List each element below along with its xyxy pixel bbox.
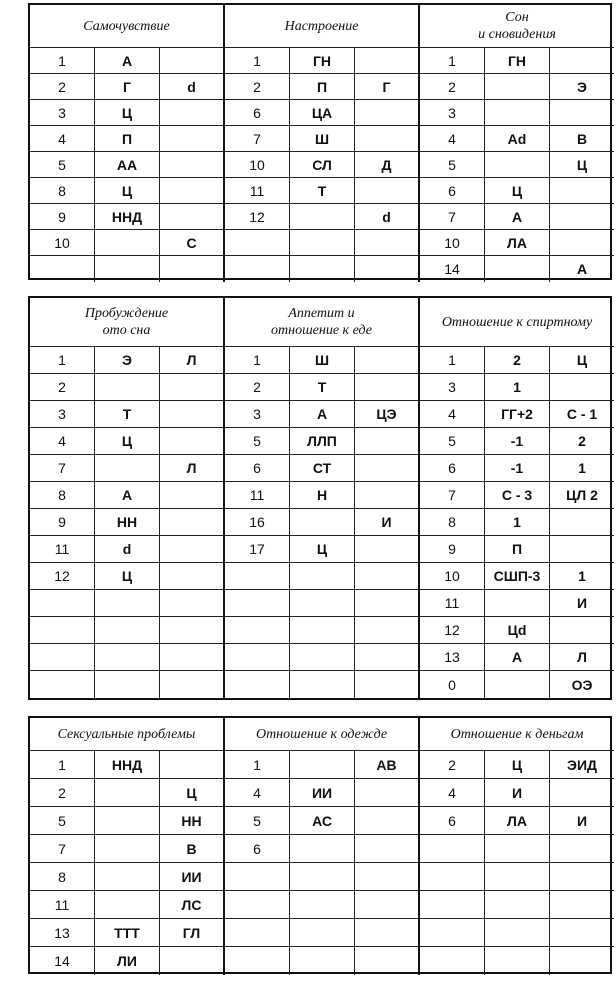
row-number-cell: 5 [30,152,95,178]
code-cell [290,919,355,947]
extra-code-cell [355,563,420,590]
row-number-cell: 10 [30,230,95,256]
row-number-cell: 13 [30,919,95,947]
extra-code-cell [550,48,614,74]
row-number-cell: 5 [420,428,485,455]
extra-code-cell: И [550,590,614,617]
code-cell: Т [290,374,355,401]
code-cell [95,256,160,282]
extra-code-cell [160,178,225,204]
row-number-cell [420,891,485,919]
row-number-cell: 7 [30,455,95,482]
code-cell: А [485,204,550,230]
extra-code-cell [550,509,614,536]
code-cell: ТТТ [95,919,160,947]
extra-code-cell: 2 [550,428,614,455]
row-number-cell: 10 [225,152,290,178]
extra-code-cell [355,863,420,891]
row-number-cell [30,644,95,671]
row-number-cell: 1 [30,48,95,74]
code-cell: Ц [95,178,160,204]
column-group-header: Самочувствие [30,5,225,48]
extra-code-cell: Ц [550,347,614,374]
table-block-sexual-clothing-money [28,716,612,974]
extra-code-cell [550,100,614,126]
code-cell [290,204,355,230]
code-cell: СЛ [290,152,355,178]
code-cell: ГН [290,48,355,74]
row-number-cell: 1 [225,48,290,74]
row-number-cell [225,230,290,256]
row-number-cell [225,644,290,671]
row-number-cell: 12 [30,563,95,590]
code-cell: ННД [95,751,160,779]
extra-code-cell: Г [355,74,420,100]
code-cell [290,256,355,282]
code-cell: Т [95,401,160,428]
code-cell: Н [290,482,355,509]
code-cell: -1 [485,455,550,482]
row-number-cell: 11 [30,536,95,563]
row-number-cell [225,590,290,617]
code-cell: d [95,536,160,563]
code-cell [95,644,160,671]
extra-code-cell [160,509,225,536]
code-cell: С - 3 [485,482,550,509]
row-number-cell: 5 [225,807,290,835]
extra-code-cell: Д [355,152,420,178]
row-number-cell [225,919,290,947]
code-cell: И [485,779,550,807]
row-number-cell: 6 [225,835,290,863]
code-cell [290,947,355,975]
code-cell: Ш [290,347,355,374]
row-number-cell: 7 [225,126,290,152]
extra-code-cell [160,126,225,152]
code-cell: ННД [95,204,160,230]
code-cell: 1 [485,374,550,401]
code-cell [290,863,355,891]
row-number-cell: 1 [225,751,290,779]
row-number-cell: 2 [30,374,95,401]
row-number-cell: 14 [420,256,485,282]
extra-code-cell [160,374,225,401]
row-number-cell: 2 [420,74,485,100]
code-cell [95,863,160,891]
code-cell [95,891,160,919]
row-number-cell: 17 [225,536,290,563]
extra-code-cell [355,919,420,947]
code-cell [290,835,355,863]
row-number-cell: 7 [420,204,485,230]
row-number-cell [30,617,95,644]
code-cell: ГГ+2 [485,401,550,428]
extra-code-cell: Ц [160,779,225,807]
code-cell: ИИ [290,779,355,807]
extra-code-cell: ЛС [160,891,225,919]
code-cell: 1 [485,509,550,536]
extra-code-cell: Л [160,347,225,374]
code-cell: ЛА [485,807,550,835]
code-cell: ГН [485,48,550,74]
code-cell [485,919,550,947]
row-number-cell: 9 [420,536,485,563]
code-cell: А [485,644,550,671]
extra-code-cell: Э [550,74,614,100]
extra-code-cell [355,590,420,617]
column-group-header: Отношение к спиртному [420,298,614,347]
table-block-awakening-appetite-alcohol [28,296,612,700]
code-cell [290,563,355,590]
code-cell [485,947,550,975]
extra-code-cell [160,204,225,230]
extra-code-cell [355,230,420,256]
code-cell [290,509,355,536]
row-number-cell: 7 [30,835,95,863]
row-number-cell: 11 [420,590,485,617]
code-cell [290,230,355,256]
extra-code-cell [160,401,225,428]
extra-code-cell [160,536,225,563]
extra-code-cell [355,644,420,671]
row-number-cell: 2 [30,779,95,807]
row-number-cell [225,617,290,644]
code-cell [485,891,550,919]
extra-code-cell [355,455,420,482]
code-cell [95,835,160,863]
extra-code-cell [160,152,225,178]
extra-code-cell: ОЭ [571,676,593,693]
extra-code-cell [355,947,420,975]
row-number-cell [225,563,290,590]
row-number-cell: 5 [420,152,485,178]
code-cell [95,617,160,644]
row-number-cell: 3 [30,401,95,428]
row-number-cell [30,256,95,282]
extra-code-cell [160,48,225,74]
code-cell: Ц [290,536,355,563]
extra-code-cell [160,590,225,617]
code-cell [485,256,550,282]
row-number-cell: 16 [225,509,290,536]
row-number-cell: 3 [420,100,485,126]
extra-code-cell [355,779,420,807]
extra-code-cell [355,48,420,74]
code-cell: Ц [95,100,160,126]
code-cell [290,590,355,617]
row-number-cell: 8 [30,178,95,204]
code-cell [485,74,550,100]
row-number-cell: 3 [30,100,95,126]
code-cell: АС [290,807,355,835]
row-number-cell [225,891,290,919]
extra-code-cell: Л [550,644,614,671]
row-number-cell: 2 [225,74,290,100]
extra-code-cell [355,617,420,644]
extra-code-cell [550,863,614,891]
code-cell [95,807,160,835]
extra-code-cell: ЦЭ [355,401,420,428]
extra-code-cell [160,671,225,698]
row-number-cell: 6 [420,807,485,835]
row-number-cell: 2 [30,74,95,100]
column-group-header: Настроение [225,5,420,48]
code-cell [485,835,550,863]
extra-code-cell [355,126,420,152]
column-group-header: Сексуальные проблемы [30,718,225,751]
extra-code-cell [160,563,225,590]
code-cell: Цd [485,617,550,644]
code-cell: ЛИ [95,947,160,975]
code-cell [95,455,160,482]
extra-code-cell: ИИ [160,863,225,891]
extra-code-cell [160,947,225,975]
extra-code-cell [355,178,420,204]
row-number-cell: 11 [30,891,95,919]
row-number-cell: 4 [420,126,485,152]
code-cell: Ц [485,751,550,779]
row-number-cell [420,947,485,975]
extra-code-cell: А [576,261,588,277]
row-number-cell: 6 [225,455,290,482]
extra-code-cell: 1 [550,455,614,482]
code-cell [95,590,160,617]
row-number-cell [225,863,290,891]
code-cell: П [290,74,355,100]
row-number-cell: 1 [420,347,485,374]
extra-code-cell [550,835,614,863]
extra-code-cell [550,204,614,230]
extra-code-cell [550,891,614,919]
extra-code-cell [160,644,225,671]
code-cell [485,671,550,698]
code-cell: А [95,482,160,509]
code-cell: П [95,126,160,152]
row-number-cell: 6 [420,178,485,204]
extra-code-cell [550,947,614,975]
code-cell: Т [290,178,355,204]
code-cell [290,671,355,698]
extra-code-cell: ЦЛ 2 [550,482,614,509]
extra-code-cell: В [550,126,614,152]
row-number-cell [30,590,95,617]
extra-code-cell: В [160,835,225,863]
extra-code-cell: И [550,807,614,835]
code-cell: СШП-3 [485,563,550,590]
row-number-cell [225,947,290,975]
code-cell [485,863,550,891]
extra-code-cell: Л [160,455,225,482]
code-cell: ЛА [485,230,550,256]
code-cell: СТ [290,455,355,482]
code-cell [485,100,550,126]
row-number-cell: 1 [30,347,95,374]
extra-code-cell [355,100,420,126]
extra-code-cell: d [355,204,420,230]
column-group-header: Пробуждение ото сна [30,298,225,347]
extra-code-cell [160,617,225,644]
row-number-cell: 14 [30,947,95,975]
code-cell: Ш [290,126,355,152]
row-number-cell: 0 [420,671,485,698]
row-number-cell: 9 [30,509,95,536]
column-group-header: Аппетит и отношение к еде [225,298,420,347]
row-number-cell: 6 [225,100,290,126]
extra-code-cell: НН [160,807,225,835]
code-cell: Ц [95,563,160,590]
row-number-cell: 4 [30,428,95,455]
code-cell: Ц [485,178,550,204]
column-group-header: Отношение к деньгам [420,718,614,751]
row-number-cell [420,863,485,891]
code-cell [95,779,160,807]
code-cell: Г [95,74,160,100]
row-number-cell: 10 [420,230,485,256]
extra-code-cell [355,256,420,282]
extra-code-cell: С [160,230,225,256]
code-cell: Ц [95,428,160,455]
extra-code-cell [550,536,614,563]
row-number-cell: 2 [225,374,290,401]
row-number-cell: 5 [225,428,290,455]
extra-code-cell: Ц [550,152,614,178]
code-cell [95,374,160,401]
code-cell: АА [95,152,160,178]
code-cell: ЦА [290,100,355,126]
extra-code-cell: d [160,74,225,100]
extra-code-cell [160,256,225,282]
row-number-cell: 4 [225,779,290,807]
code-cell: А [95,48,160,74]
row-number-cell: 3 [420,374,485,401]
code-cell: 2 [485,347,550,374]
code-cell [95,671,160,698]
row-number-cell: 6 [420,455,485,482]
code-cell [290,644,355,671]
row-number-cell: 13 [420,644,485,671]
row-number-cell: 2 [420,751,485,779]
extra-code-cell [355,671,420,698]
extra-code-cell [355,347,420,374]
row-number-cell: 11 [225,482,290,509]
row-number-cell: 8 [420,509,485,536]
row-number-cell: 11 [225,178,290,204]
row-number-cell: 1 [30,751,95,779]
extra-code-cell [355,835,420,863]
extra-code-cell [160,751,225,779]
column-group-header: Сон и сновидения [420,5,614,48]
row-number-cell [420,835,485,863]
code-cell: НН [95,509,160,536]
extra-code-cell [355,891,420,919]
code-cell: П [485,536,550,563]
row-number-cell: 12 [420,617,485,644]
row-number-cell: 1 [225,347,290,374]
code-cell: Э [95,347,160,374]
code-cell [95,230,160,256]
extra-code-cell [550,230,614,256]
row-number-cell: 4 [420,401,485,428]
code-cell [290,751,355,779]
row-number-cell: 7 [420,482,485,509]
extra-code-cell [550,779,614,807]
extra-code-cell: АВ [355,751,420,779]
code-cell: Ad [485,126,550,152]
extra-code-cell: ЭИД [550,751,614,779]
row-number-cell: 12 [225,204,290,230]
table-block-wellbeing-mood-sleep [28,3,612,280]
row-number-cell: 3 [225,401,290,428]
extra-code-cell [550,178,614,204]
row-number-cell [225,256,290,282]
extra-code-cell [160,482,225,509]
row-number-cell [420,919,485,947]
code-cell [485,590,550,617]
code-cell [485,152,550,178]
row-number-cell: 9 [30,204,95,230]
code-cell [290,891,355,919]
extra-code-cell [355,482,420,509]
row-number-cell: 1 [420,48,485,74]
extra-code-cell: И [355,509,420,536]
extra-code-cell [550,374,614,401]
extra-code-cell [160,428,225,455]
row-number-cell: 4 [420,779,485,807]
extra-code-cell: С - 1 [550,401,614,428]
extra-code-cell [355,807,420,835]
row-number-cell: 4 [30,126,95,152]
extra-code-cell: 1 [550,563,614,590]
code-cell: ЛЛП [290,428,355,455]
row-number-cell: 8 [30,482,95,509]
row-number-cell: 5 [30,807,95,835]
row-number-cell [30,671,95,698]
extra-code-cell [355,428,420,455]
row-number-cell: 10 [420,563,485,590]
code-cell: А [290,401,355,428]
row-number-cell: 8 [30,863,95,891]
extra-code-cell [160,100,225,126]
extra-code-cell [550,617,614,644]
extra-code-cell [355,536,420,563]
extra-code-cell [550,919,614,947]
extra-code-cell: ГЛ [160,919,225,947]
code-cell [290,617,355,644]
extra-code-cell [355,374,420,401]
code-cell: -1 [485,428,550,455]
row-number-cell [225,671,290,698]
column-group-header: Отношение к одежде [225,718,420,751]
